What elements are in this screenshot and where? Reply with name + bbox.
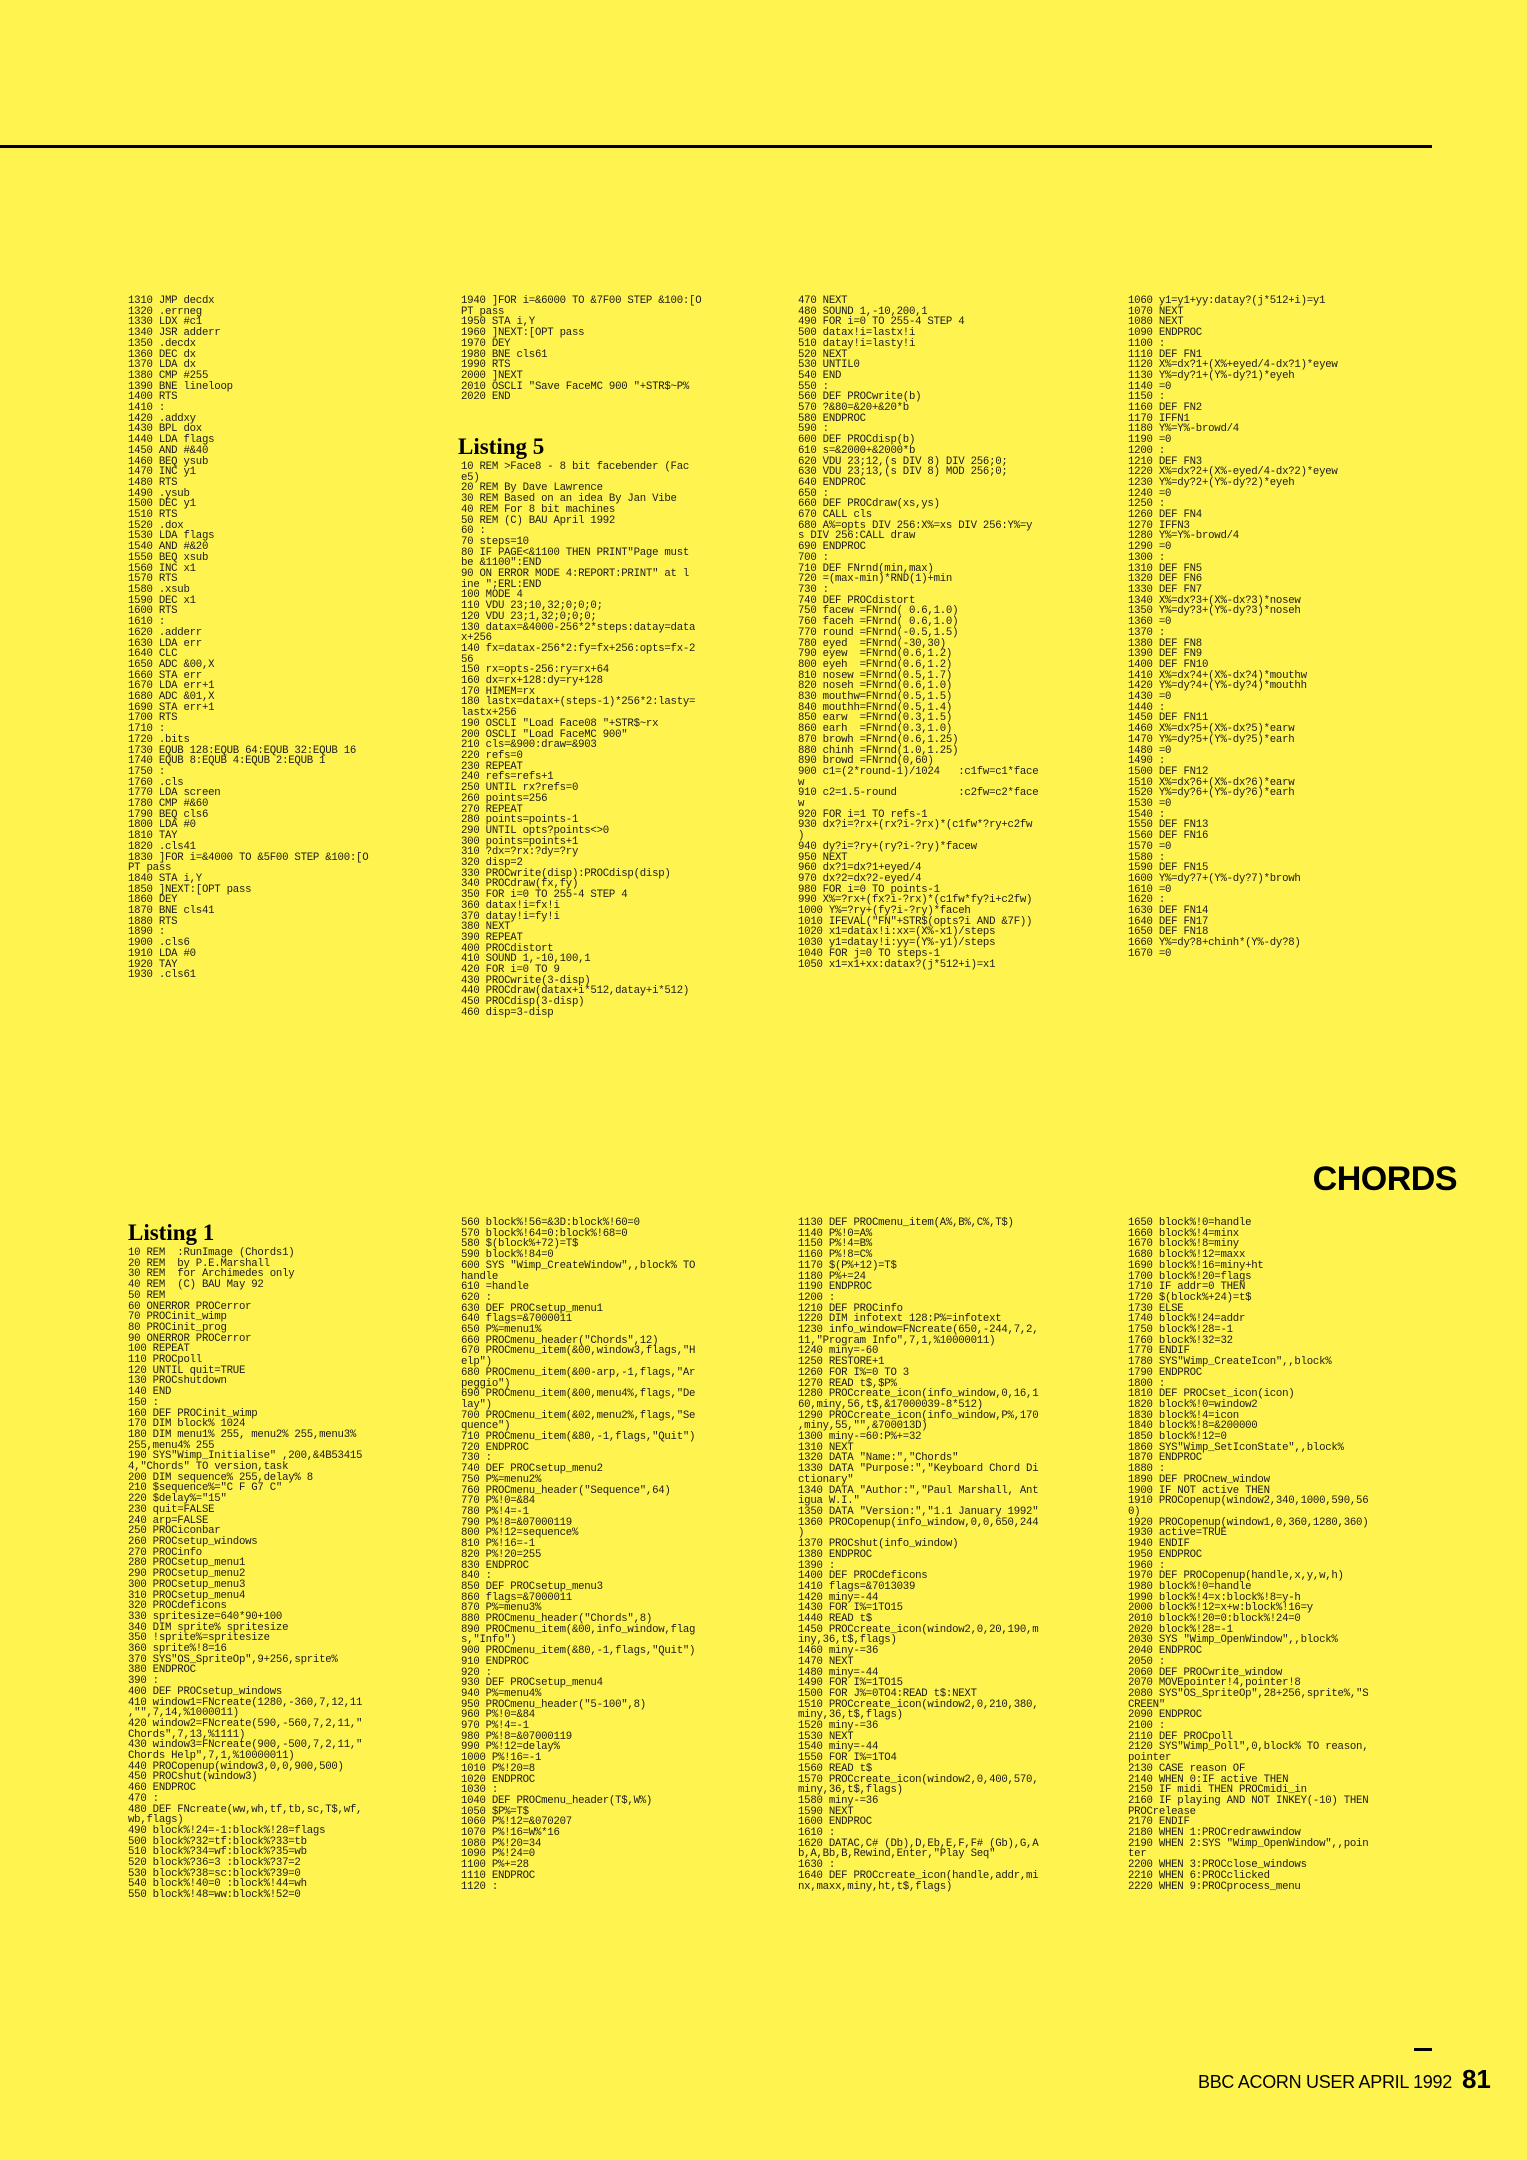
listing-1-heading: Listing 1 xyxy=(128,1220,215,1245)
listing-1-column-2: 560 block%!56=&3D:block%!60=0 570 block%!64=0:block%!68=0 580 $(block%+72)=T$ 590 block%!84=0 600 SYS "Wimp_CreateWindow",,block% TO handle 610 =handle 620 : 630 DEF PROCsetup_menu1 640 flags=&7000011 650 P%=menu1% 660 PROCmenu_header("Chords",12) 670 PROCmenu_item(&00,window3,flags,"H elp") 680 PROCmenu_item(&00-arp,-1,flags,"Ar peggio") 690 PROCmenu_item(&00,menu4%,flags,"De lay") 700 PROCmenu_item(&02,menu2%,flags,"Se quence") 710 PROCmenu_item(&80,-1,flags,"Quit") 720 ENDPROC 730 : 740 DEF PROCsetup_menu2 750 P%=menu2% 760 PROCmenu_header("Sequence",64) 770 P%!0=&84 780 P%!4=-1 790 P%!8=&07000119 800 P%!12=sequence% 810 P%!16=-1 820 P%!20=255 830 ENDPROC 840 : 850 DEF PROCsetup_menu3 860 flags=&7000011 870 P%=menu3% 880 PROCmenu_header("Chords",8) 890 PROCmenu_item(&00,info_window,flag s,"Info") 900 PROCmenu_item(&80,-1,flags,"Quit") 910 ENDPROC 920 : 930 DEF PROCsetup_menu4 940 P%=menu4% 950 PROCmenu_header("5-100",8) 960 P%!0=&84 970 P%!4=-1 980 P%!8=&07000119 990 P%!12=delay% 1000 P%!16=-1 1010 P%!20=8 1020 ENDPROC 1030 : 1040 DEF PROCmenu_header(T$,W%) 1050 $P%=T$ 1060 P%!12=&070207 1070 P%!16=W%*16 1080 P%!20=34 1090 P%!24=0 1100 P%+=28 1110 ENDPROC 1120 : xyxy=(461,1217,696,1893)
listing-top-column-2a: 1940 ]FOR i=&6000 TO &7F00 STEP &100:[O PT pass 1950 STA i,Y 1960 ]NEXT:[OPT pass 1970 DEY 1980 BNE cls61 1990 RTS 2000 ]NEXT 2010 OSCLI "Save FaceMC 900 "+STR$~P% 2020 END xyxy=(461,295,702,404)
page-number: 81 xyxy=(1461,2064,1491,2094)
listing-1-column-3: 1130 DEF PROCmenu_item(A%,B%,C%,T$) 1140 P%!0=A% 1150 P%!4=B% 1160 P%!8=C% 1170 $(P%+12)=T$ 1180 P%+=24 1190 ENDPROC 1200 : 1210 DEF PROCinfo 1220 DIM infotext 128:P%=infotext 1230 info_window=FNcreate(650,-244,7,2, 11,"Program Info",7,1,%10000011) 1240 miny=-60 1250 RESTORE+1 1260 FOR I%=0 TO 3 1270 READ t$,$P% 1280 PROCcreate_icon(info_window,0,16,1 60,miny,56,t$,&17000039-8*512) 1290 PROCcreate_icon(info_window,P%,170 ,miny,55,"",&700013D) 1300 miny-=60:P%+=32 1310 NEXT 1320 DATA "Name:","Chords" 1330 DATA "Purpose:","Keyboard Chord Di ctionary" 1340 DATA "Author:","Paul Marshall, Ant igua W.I." 1350 DATA "Version:","1.1 January 1992" 1360 PROCopenup(info_window,0,0,650,244 ) 1370 PROCshut(info_window) 1380 ENDPROC 1390 : 1400 DEF PROCdeficons 1410 flags=&7013039 1420 miny=-44 1430 FOR I%=1TO15 1440 READ t$ 1450 PROCcreate_icon(window2,0,20,190,m iny,36,t$,flags) 1460 miny-=36 1470 NEXT 1480 miny=-44 1490 FOR I%=1TO15 1500 FOR J%=0TO4:READ t$:NEXT 1510 PROCcreate_icon(window2,0,210,380, miny,36,t$,flags) 1520 miny-=36 1530 NEXT 1540 miny=-44 1550 FOR I%=1TO4 1560 READ t$ 1570 PROCcreate_icon(window2,0,400,570, miny,36,t$,flags) 1580 miny-=36 1590 NEXT 1600 ENDPROC 1610 : 1620 DATAC,C# (Db),D,Eb,E,F,F# (Gb),G,A b,A,Bb,B,Rewind,Enter,"Play Seq" 1630 : 1640 DEF PROCcreate_icon(handle,addr,mi nx,maxx,miny,ht,t$,flags) xyxy=(798,1217,1039,1893)
top-rule xyxy=(0,145,1432,148)
listing-top-column-4: 1060 y1=y1+yy:datay?(j*512+i)=y1 1070 NEXT 1080 NEXT 1090 ENDPROC 1100 : 1110 DEF FN1 1120 X%=dx?1+(X%+eyed/4-dx?1)*eyew 1130 Y%=dy?1+(Y%-dy?1)*eyeh 1140 =0 1150 : 1160 DEF FN2 1170 IFFN1 1180 Y%=Y%-browd/4 1190 =0 1200 : 1210 DEF FN3 1220 X%=dx?2+(X%-eyed/4-dx?2)*eyew 1230 Y%=dy?2+(Y%-dy?2)*eyeh 1240 =0 1250 : 1260 DEF FN4 1270 IFFN3 1280 Y%=Y%-browd/4 1290 =0 1300 : 1310 DEF FN5 1320 DEF FN6 1330 DEF FN7 1340 X%=dx?3+(X%-dx?3)*nosew 1350 Y%=dy?3+(Y%-dy?3)*noseh 1360 =0 1370 : 1380 DEF FN8 1390 DEF FN9 1400 DEF FN10 1410 X%=dx?4+(X%-dx?4)*mouthw 1420 Y%=dy?4+(Y%-dy?4)*mouthh 1430 =0 1440 : 1450 DEF FN11 1460 X%=dx?5+(X%-dx?5)*earw 1470 Y%=dy?5+(Y%-dy?5)*earh 1480 =0 1490 : 1500 DEF FN12 1510 X%=dx?6+(X%-dx?6)*earw 1520 Y%=dy?6+(Y%-dy?6)*earh 1530 =0 1540 : 1550 DEF FN13 1560 DEF FN16 1570 =0 1580 : 1590 DEF FN15 1600 Y%=dy?7+(Y%-dy?7)*browh 1610 =0 1620 : 1630 DEF FN14 1640 DEF FN17 1650 DEF FN18 1660 Y%=dy?8+chinh*(Y%-dy?8) 1670 =0 xyxy=(1128,295,1338,960)
listing-1-column-1: 10 REM :RunImage (Chords1) 20 REM by P.E.Marshall 30 REM for Archimedes only 40 REM (C) BAU May 92 50 REM 60 ONERROR PROCerror 70 PROCinit_wimp 80 PROCinit_prog 90 ONERROR PROCerror 100 REPEAT 110 PROCpoll 120 UNTIL quit=TRUE 130 PROCshutdown 140 END 150 : 160 DEF PROCinit_wimp 170 DIM block% 1024 180 DIM menu1% 255, menu2% 255,menu3% 255,menu4% 255 190 SYS"Wimp_Initialise" ,200,&4B53415 4,"Chords" TO version,task 200 DIM sequence% 255,delay% 8 210 $sequence%="C F G7 C" 220 $delay%="15" 230 quit=FALSE 240 arp=FALSE 250 PROCiconbar 260 PROCsetup_windows 270 PROCinfo 280 PROCsetup_menu1 290 PROCsetup_menu2 300 PROCsetup_menu3 310 PROCsetup_menu4 320 PROCdeficons 330 spritesize=640*90+100 340 DIM sprite% spritesize 350 !sprite%=spritesize 360 sprite%!8=16 370 SYS"OS_SpriteOp",9+256,sprite% 380 ENDPROC 390 : 400 DEF PROCsetup_windows 410 window1=FNcreate(1280,-360,7,12,11 ,"",7,14,%1000011) 420 window2=FNcreate(590,-560,7,2,11," Chords",7,13,%1111) 430 window3=FNcreate(900,-500,7,2,11," Chords Help",7,1,%10000011) 440 PROCopenup(window3,0,0,900,500) 450 PROCshut(window3) 460 ENDPROC 470 : 480 DEF FNcreate(ww,wh,tf,tb,sc,T$,wf, wb,flags) 490 block%!24=-1:block%!28=flags 500 block%?32=tf:block%?33=tb 510 block%?34=wf:block%?35=wb 520 block%?36=3 :block%?37=2 530 block%?38=sc:block%?39=0 540 block%!40=0 :block%!44=wh 550 block%!48=ww:block%!52=0 xyxy=(128,1247,363,1902)
listing-top-column-3: 470 NEXT 480 SOUND 1,-10,200,1 490 FOR i=0 TO 255-4 STEP 4 500 datax!i=lastx!i 510 datay!i=lasty!i 520 NEXT 530 UNTIL0 540 END 550 : 560 DEF PROCwrite(b) 570 ?&80=&20+&20*b 580 ENDPROC 590 : 600 DEF PROCdisp(b) 610 s=&2000+&2000*b 620 VDU 23;12,(s DIV 8) DIV 256;0; 630 VDU 23;13,(s DIV 8) MOD 256;0; 640 ENDPROC 650 : 660 DEF PROCdraw(xs,ys) 670 CALL cls 680 A%=opts DIV 256:X%=xs DIV 256:Y%=y s DIV 256:CALL draw 690 ENDPROC 700 : 710 DEF FNrnd(min,max) 720 =(max-min)*RND(1)+min 730 : 740 DEF PROCdistort 750 facew =FNrnd( 0.6,1.0) 760 faceh =FNrnd( 0.6,1.0) 770 round =FNrnd(-0.5,1.5) 780 eyed =FNrnd(-30,30) 790 eyew =FNrnd(0.6,1.2) 800 eyeh =FNrnd(0.6,1.2) 810 nosew =FNrnd(0.5,1.7) 820 noseh =FNrnd(0.6,1.0) 830 mouthw=FNrnd(0.5,1.5) 840 mouthh=FNrnd(0.5,1.4) 850 earw =FNrnd(0.3,1.5) 860 earh =FNrnd(0.3,1.0) 870 browh =FNrnd(0.6,1.25) 880 chinh =FNrnd(1.0,1.25) 890 browd =FNrnd(0,60) 900 c1=(2*round-1)/1024 :c1fw=c1*face w 910 c2=1.5-round :c2fw=c2*face w 920 FOR i=1 TO refs-1 930 dx?i=?rx+(rx?i-?rx)*(c1fw*?ry+c2fw ) 940 dy?i=?ry+(ry?i-?ry)*facew 950 NEXT 960 dx?1=dx?1+eyed/4 970 dx?2=dx?2-eyed/4 980 FOR i=0 TO points-1 990 X%=?rx+(fx?i-?rx)*(c1fw*fy?i+c2fw) 1000 Y%=?ry+(fy?i-?ry)*faceh 1010 IFEVAL("FN"+STR$(opts?i AND &7F)) 1020 x1=datax!i:xx=(X%-x1)/steps 1030 y1=datay!i:yy=(Y%-y1)/steps 1040 FOR j=0 TO steps-1 1050 x1=x1+xx:datax?(j*512+i)=x1 xyxy=(798,295,1039,971)
listing-5-code: 10 REM >Face8 - 8 bit facebender (Fac e5) 20 REM By Dave Lawrence 30 REM Based on an idea By Jan Vibe 40 REM For 8 bit machines 50 REM (C) BAU April 1992 60 : 70 steps=10 80 IF PAGE<&1100 THEN PRINT"Page must be &1100":END 90 ON ERROR MODE 4:REPORT:PRINT" at l ine ";ERL:END 100 MODE 4 110 VDU 23;10,32;0;0;0; 120 VDU 23;1,32;0;0;0; 130 datax=&4000-256*2*steps:datay=data x+256 140 fx=datax-256*2:fy=fx+256:opts=fx-2 56 150 rx=opts-256:ry=rx+64 160 dx=rx+128:dy=ry+128 170 HIMEM=rx 180 lastx=datax+(steps-1)*256*2:lasty= lastx+256 190 OSCLI "Load Face08 "+STR$~rx 200 OSCLI "Load FaceMC 900" 210 cls=&900:draw=&903 220 refs=0 230 REPEAT 240 refs=refs+1 250 UNTIL rx?refs=0 260 points=256 270 REPEAT 280 points=points-1 290 UNTIL opts?points<>0 300 points=points+1 310 ?dx=?rx:?dy=?ry 320 disp=2 330 PROCwrite(disp):PROCdisp(disp) 340 PROCdraw(fx,fy) 350 FOR i=0 TO 255-4 STEP 4 360 datax!i=fx!i 370 datay!i=fy!i 380 NEXT 390 REPEAT 400 PROCdistort 410 SOUND 1,-10,100,1 420 FOR i=0 TO 9 430 PROCwrite(3-disp) 440 PROCdraw(datax+i*512,datay+i*512) 450 PROCdisp(3-disp) 460 disp=3-disp xyxy=(461,461,696,1019)
listing-top-column-1: 1310 JMP decdx 1320 .errneg 1330 LDX #c1 1340 JSR adderr 1350 .decdx 1360 DEC dx 1370 LDA dx 1380 CMP #255 1390 BNE lineloop 1400 RTS 1410 : 1420 .addxy 1430 BPL dox 1440 LDA flags 1450 AND #&40 1460 BEQ ysub 1470 INC y1 1480 RTS 1490 .ysub 1500 DEC y1 1510 RTS 1520 .dox 1530 LDA flags 1540 AND #&20 1550 BEQ xsub 1560 INC x1 1570 RTS 1580 .xsub 1590 DEC x1 1600 RTS 1610 : 1620 .adderr 1630 LDA err 1640 CLC 1650 ADC &00,X 1660 STA err 1670 LDA err+1 1680 ADC &01,X 1690 STA err+1 1700 RTS 1710 : 1720 .bits 1730 EQUB 128:EQUB 64:EQUB 32:EQUB 16 1740 EQUB 8:EQUB 4:EQUB 2:EQUB 1 1750 : 1760 .cls 1770 LDA screen 1780 CMP #&60 1790 BEQ cls6 1800 LDA #0 1810 TAY 1820 .cls41 1830 ]FOR i=&4000 TO &5F00 STEP &100:[O PT pass 1840 STA i,Y 1850 ]NEXT:[OPT pass 1860 DEY 1870 BNE cls41 1880 RTS 1890 : 1900 .cls6 1910 LDA #0 1920 TAY 1930 .cls61 xyxy=(128,295,369,982)
listing-5-heading: Listing 5 xyxy=(458,434,545,459)
continuation-marker xyxy=(1414,2048,1432,2051)
magazine-issue: BBC ACORN USER APRIL 1992 xyxy=(1198,2072,1452,2092)
page-footer xyxy=(1198,2064,1491,2095)
section-title: CHORDS xyxy=(1312,1160,1457,1198)
listing-1-column-4: 1650 block%!0=handle 1660 block%!4=minx 1670 block%!8=miny 1680 block%!12=maxx 1690 block%!16=miny+ht 1700 block%!20=flags 1710 IF addr=0 THEN 1720 $(block%+24)=t$ 1730 ELSE 1740 block%!24=addr 1750 block%!28=-1 1760 block%!32=32 1770 ENDIF 1780 SYS"Wimp_CreateIcon",,block% 1790 ENDPROC 1800 : 1810 DEF PROCset_icon(icon) 1820 block%!0=window2 1830 block%!4=icon 1840 block%!8=&200000 1850 block%!12=0 1860 SYS"Wimp_SetIconState",,block% 1870 ENDPROC 1880 : 1890 DEF PROCnew_window 1900 IF NOT active THEN 1910 PROCopenup(window2,340,1000,590,56 0) 1920 PROCopenup(window1,0,360,1280,360) 1930 active=TRUE 1940 ENDIF 1950 ENDPROC 1960 : 1970 DEF PROCopenup(handle,x,y,w,h) 1980 block%!0=handle 1990 block%!4=x:block%!8=y-h 2000 block%!12=x+w:block%!16=y 2010 block%!20=0:block%!24=0 2020 block%!28=-1 2030 SYS "Wimp_OpenWindow",,block% 2040 ENDPROC 2050 : 2060 DEF PROCwrite_window 2070 MOVEpointer!4,pointer!8 2080 SYS"OS_SpriteOp",28+256,sprite%,"S CREEN" 2090 ENDPROC 2100 : 2110 DEF PROCpoll 2120 SYS"Wimp_Poll",0,block% TO reason, pointer 2130 CASE reason OF 2140 WHEN 0:IF active THEN 2150 IF midi THEN PROCmidi_in 2160 IF playing AND NOT INKEY(-10) THEN PROCrelease 2170 ENDIF 2180 WHEN 1:PROCredrawwindow 2190 WHEN 2:SYS "Wimp_OpenWindow",,poin ter 2200 WHEN 3:PROCclose_windows 2210 WHEN 6:PROCclicked 2220 WHEN 9:PROCprocess_menu xyxy=(1128,1217,1369,1893)
